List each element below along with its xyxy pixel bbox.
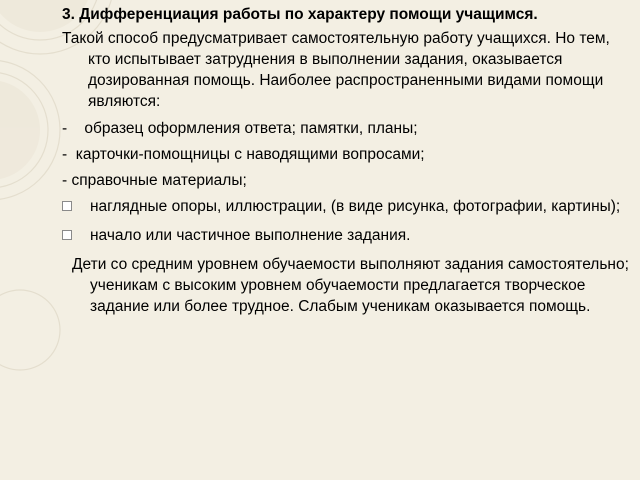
- dash-item-sample: - образец оформления ответа; памятки, планы;: [62, 120, 418, 137]
- list-item: [62, 225, 630, 246]
- intro-paragraph: Такой способ предусматривает самостоятельную работу учащихся. Но тем, кто испытывает затруднения в выполнении задания, оказывается дозированная помощь. Наиболее распространенными видами помощи являются:: [62, 30, 610, 110]
- slide-content: [62, 4, 630, 317]
- dash-item-reference: - справочные материалы;: [62, 172, 247, 189]
- list-item: [62, 196, 630, 217]
- dash-item-cards: - карточки-помощницы с наводящими вопросами;: [62, 146, 425, 163]
- square-outline-icon: [62, 230, 72, 240]
- square-outline-icon: [62, 201, 72, 211]
- slide-heading: 3. Дифференциация работы по характеру помощи учащимся.: [62, 6, 538, 23]
- conclusion-paragraph: Дети со средним уровнем обучаемости выполняют задания самостоятельно; ученикам с высоким уровнем обучаемости предлагается творческое задание или более трудное. Слабым ученикам оказывается помощь.: [72, 256, 629, 315]
- list-item-text: начало или частичное выполнение задания.: [90, 227, 411, 244]
- list-item-text: наглядные опоры, иллюстрации, (в виде рисунка, фотографии, картины);: [90, 198, 621, 215]
